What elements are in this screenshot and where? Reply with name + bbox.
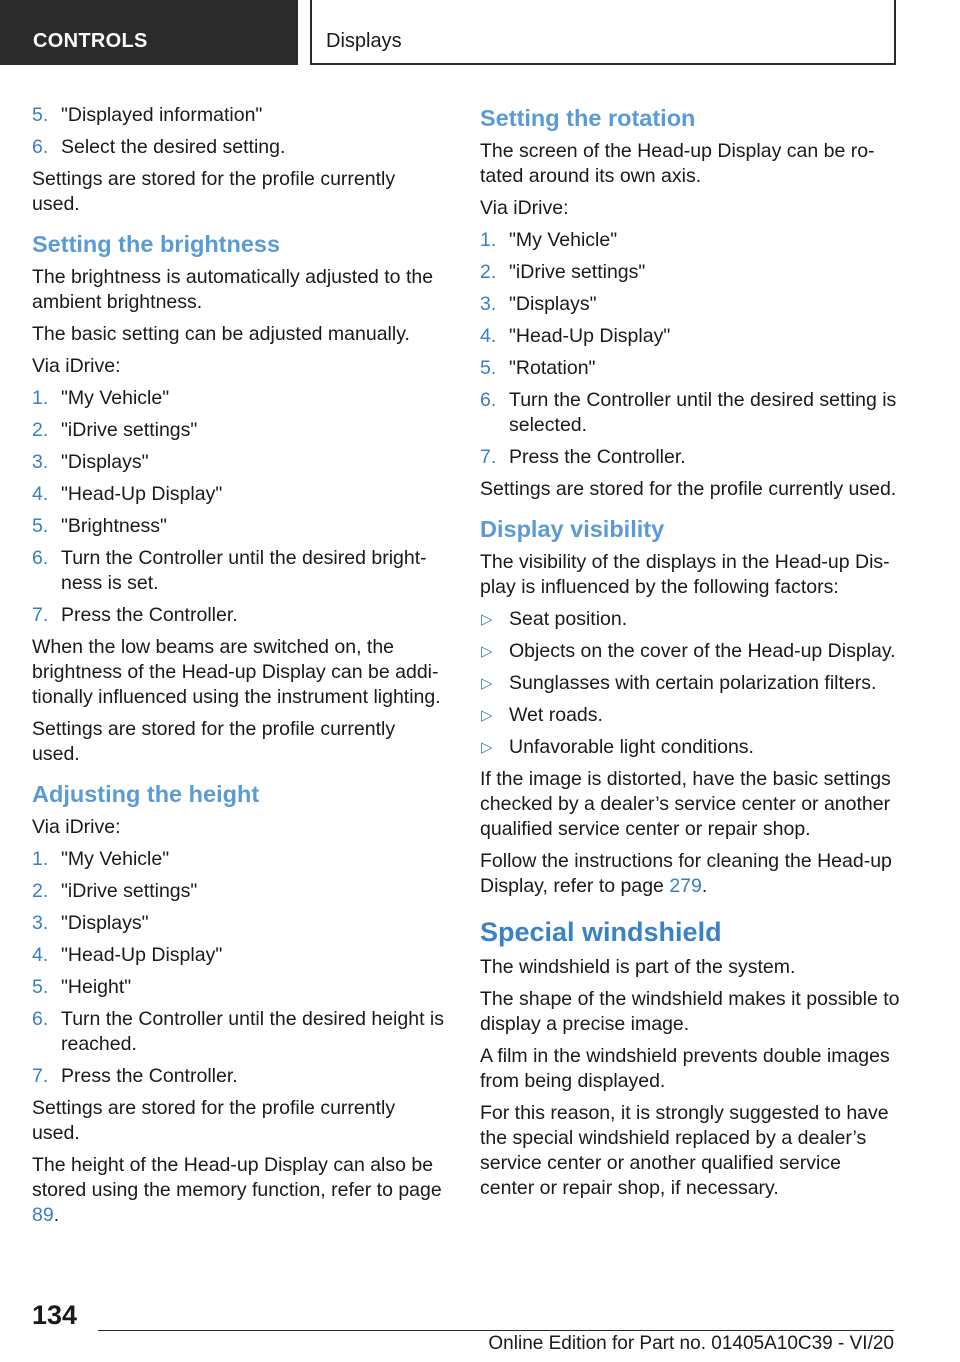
header-section-tab xyxy=(0,0,298,65)
list-item: ▷ Objects on the cover of the Head-up Display. xyxy=(481,640,896,662)
list-item: 2. "iDrive settings" xyxy=(480,261,646,283)
list-item: 3. "Displays" xyxy=(480,293,597,315)
list-item: 6. Turn the Controller until the desired setting is selected. xyxy=(480,389,897,436)
edition-note: Online Edition for Part no. 01405A10C39 - VI/20 xyxy=(488,1333,894,1354)
paragraph: When the low beams are switched on, the brightness of the Head-up Display can be addi‐ tionally influenced using the instrument lighting. xyxy=(32,636,441,708)
section-heading-brightness: Setting the brightness xyxy=(32,231,281,257)
paragraph: Settings are stored for the profile currently used. xyxy=(32,1097,396,1144)
topic-title: Displays xyxy=(326,30,402,52)
paragraph: Via iDrive: xyxy=(480,197,569,219)
rotation-steps xyxy=(480,228,900,470)
list-item: 5. "Brightness" xyxy=(32,515,167,537)
paragraph: Settings are stored for the profile currently used. xyxy=(480,478,897,500)
list-item: 7. Press the Controller. xyxy=(32,604,238,626)
paragraph: Via iDrive: xyxy=(32,355,121,377)
paragraph: The windshield is part of the system. xyxy=(480,956,796,978)
paragraph: For this reason, it is strongly suggested to have the special windshield replaced by a dealer’s service center or another qualified service center or repair shop, if necessary. xyxy=(480,1102,889,1199)
paragraph: The visibility of the displays in the Head-up Dis‐ play is influenced by the following factors: xyxy=(480,551,890,598)
list-item: 4. "Head-Up Display" xyxy=(480,325,671,347)
paragraph: The brightness is automatically adjusted to the ambient brightness. xyxy=(32,266,434,313)
left-column xyxy=(32,103,447,1235)
paragraph: Settings are stored for the profile currently used. xyxy=(32,718,396,765)
list-item: 6. Turn the Controller until the desired bright‐ ness is set. xyxy=(32,547,427,594)
paragraph: The height of the Head-up Display can also be stored using the memory function, refer to page 89. xyxy=(32,1154,442,1226)
list-item: 5. "Displayed information" xyxy=(32,104,263,126)
triangle-bullet-icon: ▷ xyxy=(481,707,493,724)
section-heading-rotation: Setting the rotation xyxy=(480,105,696,131)
list-item: ▷ Unfavorable light conditions. xyxy=(481,736,754,758)
triangle-bullet-icon: ▷ xyxy=(481,643,493,660)
section-heading-height: Adjusting the height xyxy=(32,781,260,807)
list-item: 7. Press the Controller. xyxy=(480,446,686,468)
footer-divider xyxy=(98,1330,894,1331)
list-item: 2. "iDrive settings" xyxy=(32,880,198,902)
height-steps xyxy=(32,847,447,1089)
paragraph: If the image is distorted, have the basic settings checked by a dealer’s service center or another qualified service center or repair shop. xyxy=(480,768,891,840)
paragraph: The screen of the Head-up Display can be ro‐ tated around its own axis. xyxy=(480,140,875,187)
list-item: ▷ Sunglasses with certain polarization filters. xyxy=(481,672,877,694)
section-heading-visibility: Display visibility xyxy=(480,516,665,542)
paragraph: The shape of the windshield makes it possible to display a precise image. xyxy=(480,988,900,1035)
list-item: 6. Turn the Controller until the desired height is reached. xyxy=(32,1008,444,1055)
paragraph: The basic setting can be adjusted manually. xyxy=(32,323,410,345)
brightness-steps xyxy=(32,386,447,628)
list-item: 6. Select the desired setting. xyxy=(32,136,286,158)
visibility-factors xyxy=(480,607,900,760)
triangle-bullet-icon: ▷ xyxy=(481,739,493,756)
list-item: 3. "Displays" xyxy=(32,451,149,473)
list-item: 2. "iDrive settings" xyxy=(32,419,198,441)
paragraph: Settings are stored for the profile currently used. xyxy=(32,168,396,215)
list-item: 7. Press the Controller. xyxy=(32,1065,238,1087)
intro-steps xyxy=(32,103,447,160)
list-item: ▷ Seat position. xyxy=(481,608,628,630)
page-number: 134 xyxy=(32,1300,78,1330)
paragraph: Via iDrive: xyxy=(32,816,121,838)
paragraph: Follow the instructions for cleaning the Head-up Display, refer to page 279. xyxy=(480,850,892,897)
triangle-bullet-icon: ▷ xyxy=(481,675,493,692)
section-title: CONTROLS xyxy=(33,30,148,52)
list-item: 1. "My Vehicle" xyxy=(32,848,170,870)
list-item: 3. "Displays" xyxy=(32,912,149,934)
list-item: 4. "Head-Up Display" xyxy=(32,944,223,966)
list-item: 1. "My Vehicle" xyxy=(32,387,170,409)
header-topic-box xyxy=(310,0,896,65)
right-column xyxy=(480,103,900,1208)
paragraph: A film in the windshield prevents double images from being displayed. xyxy=(480,1045,890,1092)
list-item: ▷ Wet roads. xyxy=(481,704,603,726)
list-item: 4. "Head-Up Display" xyxy=(32,483,223,505)
section-heading-windshield: Special windshield xyxy=(480,917,722,947)
list-item: 5. "Height" xyxy=(32,976,132,998)
triangle-bullet-icon: ▷ xyxy=(481,611,493,628)
list-item: 5. "Rotation" xyxy=(480,357,596,379)
page-link-279[interactable]: 279 xyxy=(669,875,702,897)
page-link-89[interactable]: 89 xyxy=(32,1204,54,1226)
list-item: 1. "My Vehicle" xyxy=(480,229,618,251)
